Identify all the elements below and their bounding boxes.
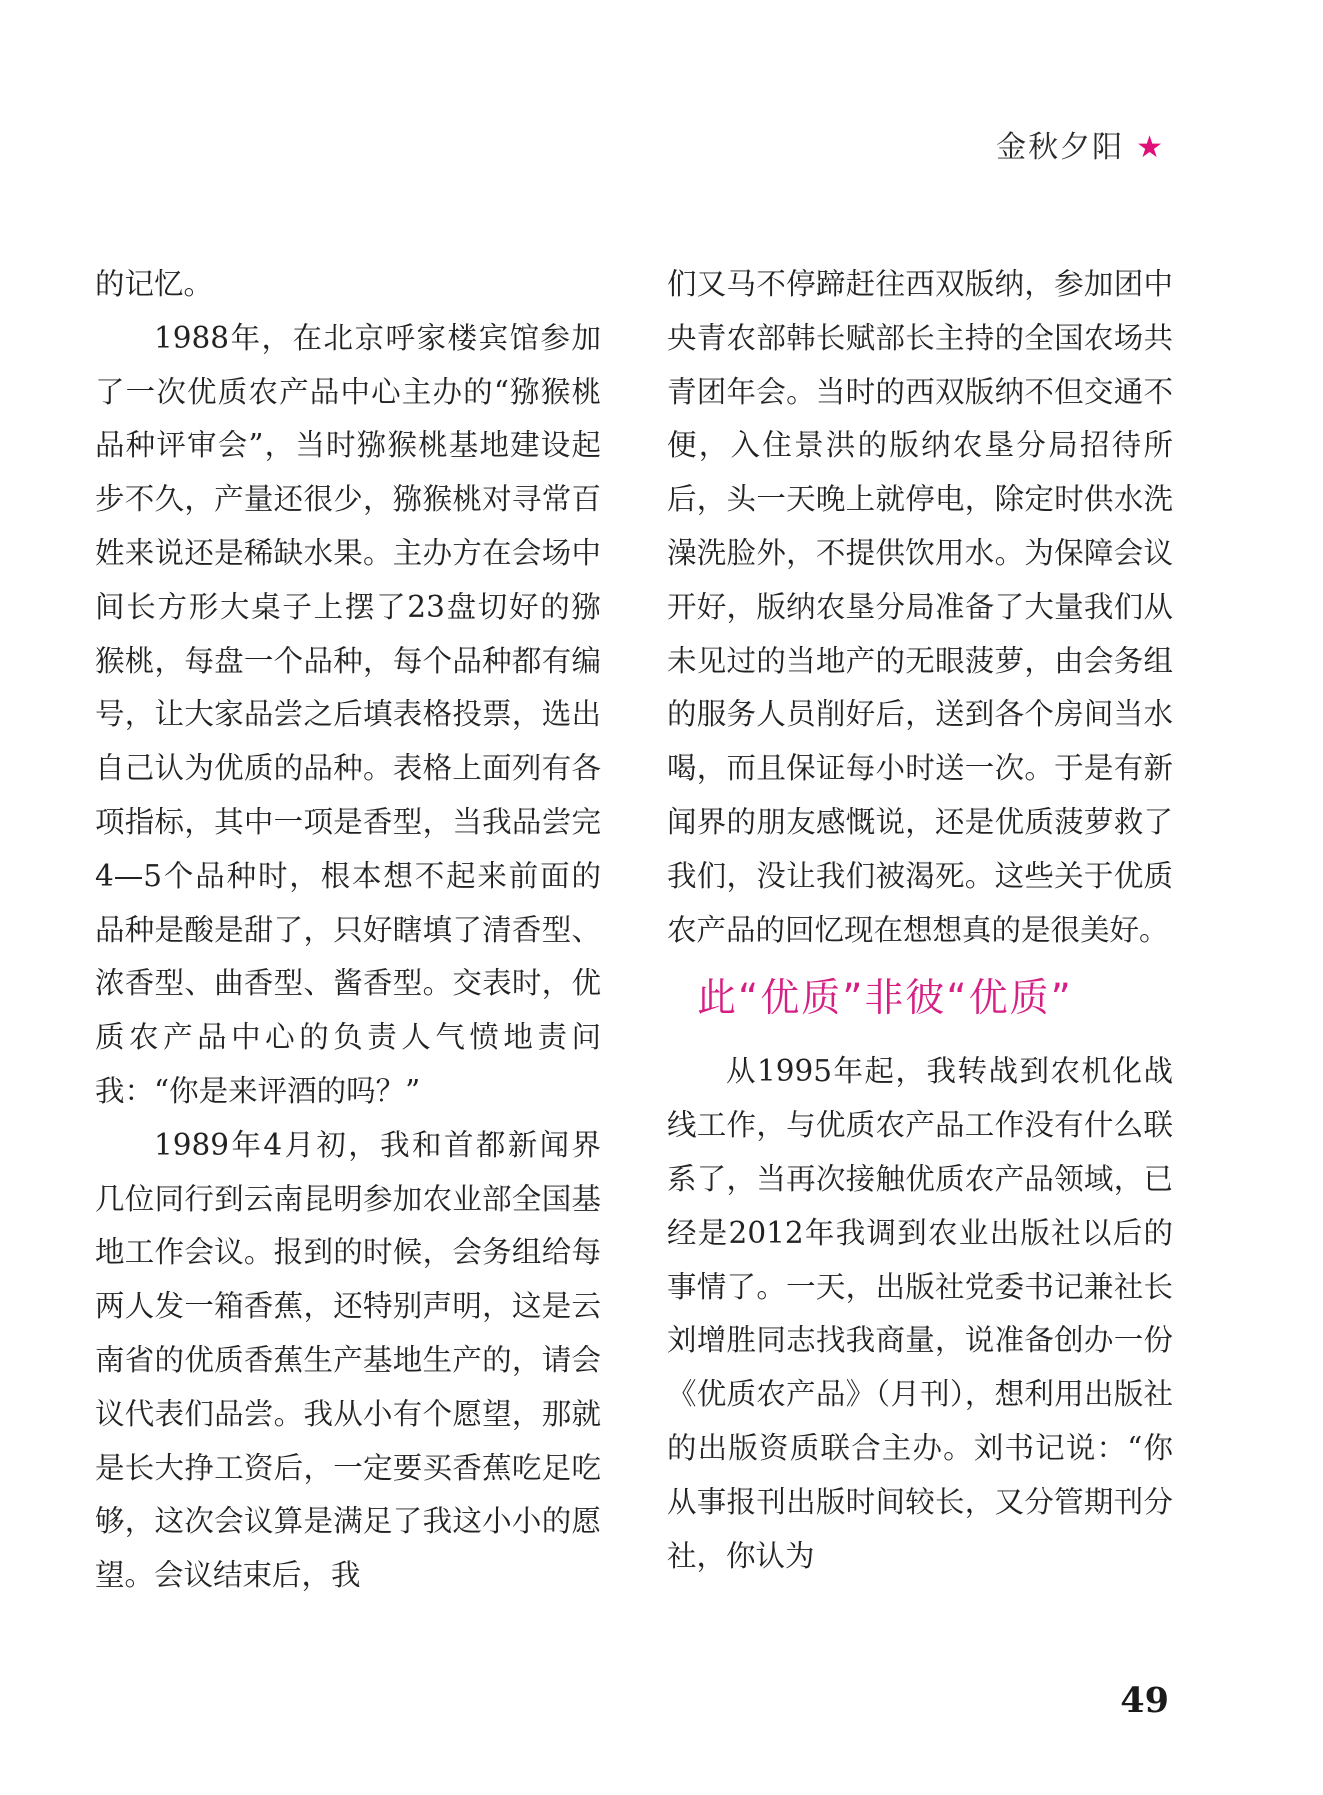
running-title: 金秋夕阳: [996, 130, 1125, 165]
right-column: [667, 258, 1173, 1583]
star-icon: ★: [1136, 130, 1165, 165]
left-column: [95, 258, 601, 1603]
paragraph-kiwi-evaluation: 1988年，在北京呼家楼宾馆参加了一次优质农产品中心主办的“猕猴桃品种评审会”，当时猕猴桃基地建设起步不久，产量还很少，猕猴桃对寻常百姓来说还是稀缺水果。主办方在会场中间长方形大桌子上摆了23盘切好的猕猴桃，每盘一个品种，每个品种都有编号，让大家品尝之后填表格投票，选出自己认为优质的品种。表格上面列有各项指标，其中一项是香型，当我品尝完4—5个品种时，根本想不起来前面的品种是酸是甜了，只好瞎填了清香型、浓香型、曲香型、酱香型。交表时，优质农产品中心的负责人气愤地责问我：“你是来评酒的吗？”: [95, 320, 601, 1108]
paragraph-banana-memory: 1989年4月初，我和首都新闻界几位同行到云南昆明参加农业部全国基地工作会议。报到的时候，会务组给每两人发一箱香蕉，还特别声明，这是云南省的优质香蕉生产基地生产的，请会议代表们品尝。我从小有个愿望，那就是长大挣工资后，一定要买香蕉吃足吃够，这次会议算是满足了我这小小的愿望。会议结束后，我: [95, 1127, 601, 1593]
paragraph-magazine-founding: 从1995年起，我转战到农机化战线工作，与优质农产品工作没有什么联系了，当再次接触优质农产品领域，已经是2012年我调到农业出版社以后的事情了。一天，出版社党委书记兼社长刘增胜同志找我商量，说准备创办一份《优质农产品》（月刊），想利用出版社的出版资质联合主办。刘书记说：“你从事报刊出版时间较长，又分管期刊分社，你认为: [667, 1054, 1173, 1573]
paragraph-continued: 的记忆。: [95, 267, 214, 301]
running-head: [996, 128, 1165, 168]
paragraph-pineapple-memory: 们又马不停蹄赶往西双版纳，参加团中央青农部韩长赋部长主持的全国农场共青团年会。当时的西双版纳不但交通不便，入住景洪的版纳农垦分局招待所后，头一天晚上就停电，除定时供水洗澡洗脸外，不提供饮用水。为保障会议开好，版纳农垦分局准备了大量我们从未见过的当地产的无眼菠萝，由会务组的服务人员削好后，送到各个房间当水喝，而且保证每小时送一次。于是有新闻界的朋友感慨说，还是优质菠萝救了我们，没让我们被渴死。这些关于优质农产品的回忆现在想想真的是很美好。: [667, 267, 1173, 947]
section-heading: 此“优质”非彼“优质”: [697, 976, 1073, 1022]
page-number: 49: [1120, 1680, 1169, 1721]
